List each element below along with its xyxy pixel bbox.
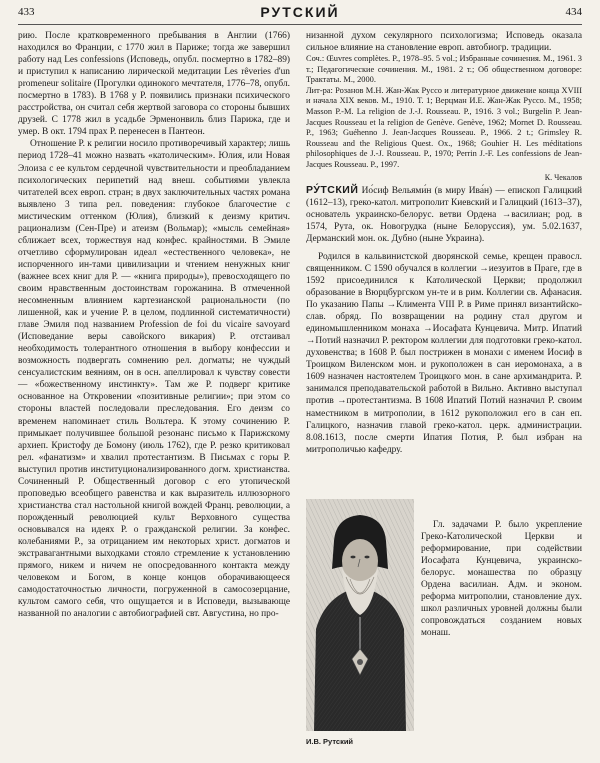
literature-list: Лит-ра: Розанов М.Н. Жан-Жак Руссо и литературное движение конца XVIII и начала XIX веков. М., 1910. Т. 1; Верцман И.Е. Жан-Жак Руссо. М., 1958; Masson P.-M. La religion de J.-J. Rousseau. P., 1916. 3 vol.; Burgelin P. Jean-Jacques Rousseau et la religion de Genève. Genève, 1962; Mornet D. Rousseau. P., 1963; Guéhenno J. Jean-Jacques Rousseau. P., 1966. 2 t.; Grimsley R. Rousseau and the Religious Quest. Ox., 1968; Gouhier H. Les méditations philosophiques de J.-J. Rousseau. P., 1970; Perrin J.-F. Les confessions de Jean-Jacques Rousseau. P., 1997. [306, 85, 582, 170]
page-number-left: 433 [18, 6, 35, 18]
page-header [18, 4, 582, 25]
works-list: Соч.: Œuvres complètes. P., 1978–95. 5 vol.; Избранные сочинения. М., 1961. 3 т.; Педагогические сочинения. М., 1981. 2 т.; Об общественном договоре: Трактаты. М., 2000. [306, 54, 582, 85]
figure-caption: И.В. Рутский [306, 737, 354, 746]
entry-intro [306, 184, 582, 245]
portrait-engraving [306, 499, 414, 731]
entry-intro-text: Ио́сиф Вельями́н (в миру Ива́н) — епископ Галицкий (1612–13), греко-катол. митрополит Киевский и Галицкий (1613–37), основатель украинско-белорус. ветви Ордена →василиан; род. в 1574, Рута, ок. Новогрудка (ныне Белоруссия), ум. 5.02.1637, Дерманский мон. ок. Дубно (ныне Украина). [306, 185, 582, 244]
right-column [306, 30, 582, 456]
running-title: РУТСКИЙ [260, 4, 340, 20]
paragraph: Отношение Р. к религии носило противоречивый характер; лишь период 1728–41 можно назвать «католическим». Юлия, или Новая Элоиза с ее культом сердечной чувствительности и преобладанием психологических перипетий над внеш. событиями увлекла читателей всех европ. стран; в двух заключительных частях романа выявлено 3 типа рел. поведения: глубокое благочестие с мистическим оттенком (Юлия), близкий к деизму критич. рационализм (Сен-Пре) и атеизм (Вольмар); «мысль семейная» сближает всех, торжествуя над конфес. крайностями. В Эмиле отчетливо сформулирован идеал «естественного человека», не испорченного ин-тами цивилизации и чтением ненужных книг (важнее всех книг для Р. — «книга природы»), превосходящего по своим нравственным достоинствам горожанина. В отмеченной несомненным влиянием картезианской рациональности (по лишенной, как и учение Р. в целом, подлинной систематичности) главе Эмиля под названием Profession de foi du vicaire savoyard (Исповедание веры савойского викария) Р. отстаивал необходимость толерантного отношения в выбору конфессии и возможность подвергать сомнению рел. догматы; не чуждый сенсуалистским веяниям, он в осн. апеллировал к чувству совести — «божественному инстинкту». Там же Р. подверг критике основанное на Откровении «позитивные религии»; при этом со стороны властей последовали преследования. Его деизм со временем напоминает стиль Вольтера. К этому сочинению Р. примыкает получившее большой резонанс письмо к Парижскому архиеп. Кристофу де Бомону (июль 1762), где Р. резко критиковал рел. «фанатизм» и хвалил протестантизм. В Письмах с горы Р. выступил против институционализированного догм. христианства. Сочиненный Р. Общественный договор с его утопической проповедью всеобщего равенства и как выразитель иллюзорного христианства стал настольной книгой вождей Франц. революции, а порожденный революцией культ Верховного существа основывался на идеях Р. о гражданской религии. За конфес. колебаниями Р., за отрицанием им некоторых христ. догматов и экстравагантными выходками стояло стремление к установлению прямого, никем и ничем не опосредованного контакта между человеком и Богом, в конце концов оборачивающееся самодостаточностью личности, погруженной в самосозерцание, культом самого себя, что ощущается и в Исповеди, вызывающе названной по аналогии с автобиографией свт. Августина, но про- [18, 139, 290, 620]
wrap-column [421, 519, 582, 639]
paragraph-continuation: низанной духом секулярного психологизма; Исповедь оказала сильное влияние на становление европ. автобиогр. традиции. [306, 31, 582, 54]
paragraph: рию. После кратковременного пребывания в Англии (1766) находился во Франции, с 1770 жил в Париже; тогда же завершил работу над Les confessions (Исповедь, опубл. посмертно в 1782–89) и приступил к написанию лирической медитации Les rêveries d'un promeneur solitaire (Прогулки одинокого мечтателя, 1776–78, опубл. посмертно в 1783). В 1768 у Р. появились признаки психического расстройства, он считал себя жертвой заговора со стороны бывших друзей. С 1778 жил в усадьбе Эрменонвиль близ Парижа, где и умер. В окт. 1794 прах Р. перенесен в Пантеон. [18, 31, 290, 138]
left-column [18, 30, 290, 620]
author-signature: К. Чекалов [544, 172, 582, 182]
paragraph: Родился в кальвинистской дворянской семье, крещен правосл. священником. С 1590 обучался в коллегии →иезуитов в Праге, где в 1592 присоединился к Католической Церкви; продолжил образование в Вюрцбургском ун-те и в рим. Коллегии св. Афанасия. По указанию Папы →Климента VIII Р. в Риме принял византийско-слав. обряд. По возвращении на родину стал другом и единомышленником монаха →Иосафата Кунцевича. Митр. Ипатий →Потий назначил Р. ректором коллегии для подготовки греко-катол. духовенства; в 1608 Р. был пострижен в монахи с именем Иосиф в Троицком Виленском мон. и рукоположен в сан иеромонаха, а в 1609 назначен настоятелем Троицкого мон. в сане архимандрита. Р. занимался преподавательской работой в Вильно. Активно выступал против →протестантизма. В 1608 Ипатий Потий назначил Р. своим наместником в митрополии, в 1612 рукоположил его в сан еп. Галицкого, назначив главой греко-катол. церк. администрации. 8.08.1613, после смерти Ипатия Потия, Р. был избран на митрополичью кафедру. [306, 251, 582, 455]
portrait-image [306, 499, 414, 731]
paragraph: Гл. задачами Р. было укрепление Греко-Католической Церкви и реформирование, при содействии Иосафата Кунцевича, украинско-белорус. монашества по образцу Ордена василиан. Адм. и эконом. реформа митрополии, становление дух. школ различных уровней должны были сопровождаться созданием новых монаш. [421, 520, 582, 639]
page-number-right: 434 [565, 6, 582, 18]
entry-headword: РУ́ТСКИЙ [306, 183, 359, 196]
